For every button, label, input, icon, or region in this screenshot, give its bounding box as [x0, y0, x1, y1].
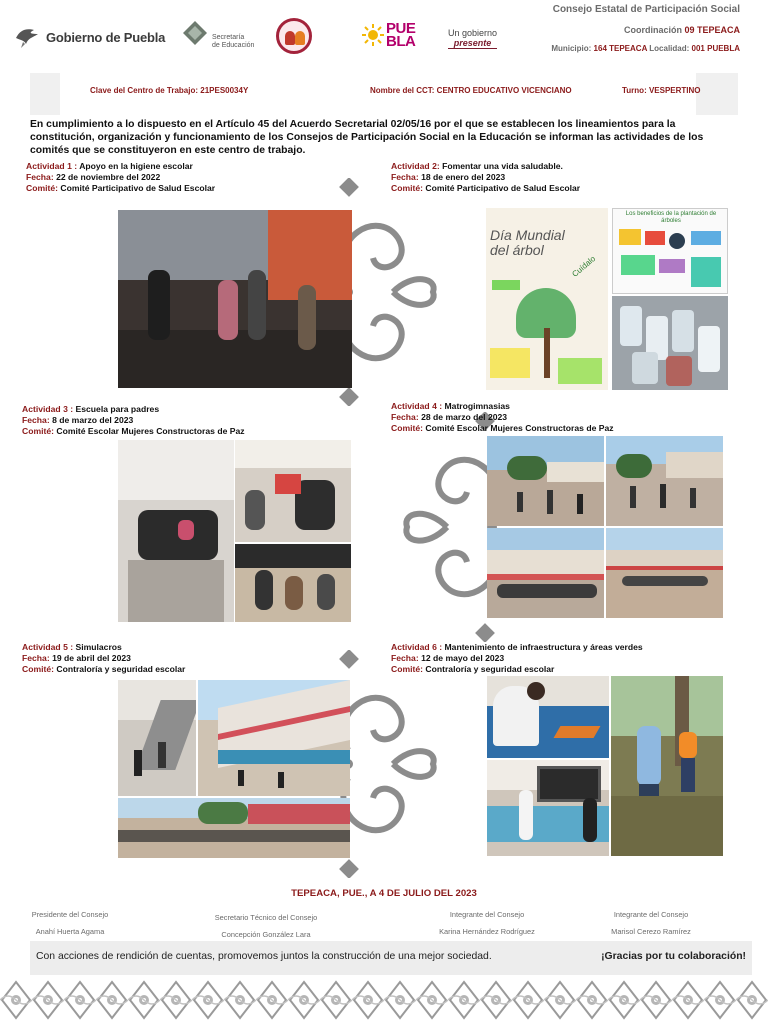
activity-1-fecha: 22 de noviembre del 2022 [56, 172, 161, 182]
activity-6-fecha-label: Fecha: [391, 653, 419, 663]
gobierno-puebla-logo [14, 24, 165, 50]
secretaria-educacion-logo [182, 20, 254, 50]
secretaria-text-line2: de Educación [212, 42, 255, 49]
coordinacion-line [500, 25, 740, 35]
consejo-title: Consejo Estatal de Participación Social [552, 4, 740, 15]
signatory-integrante-1 [422, 910, 552, 936]
signatory-name: Karina Hernández Rodríguez [439, 927, 535, 936]
signatory-integrante-2 [586, 910, 716, 936]
activity-5-photo-building [198, 680, 350, 796]
activity-1-comite-label: Comité: [26, 183, 58, 193]
poster-title: Día Mundial del árbol [490, 227, 565, 258]
activity-4-fecha-label: Fecha: [391, 412, 419, 422]
puebla-text-line2: BLA [386, 33, 416, 50]
coordinacion-value: 09 TEPEACA [684, 25, 740, 35]
child-figure-icon [285, 31, 295, 45]
activity-6-name: Mantenimiento de infraestructura y áreas verdes [444, 642, 643, 652]
activity-5-info [22, 642, 185, 675]
activity-3-fecha-label: Fecha: [22, 415, 50, 425]
activity-4-photo-3 [487, 528, 604, 618]
activity-3-info [22, 404, 245, 437]
activity-6-info [391, 642, 643, 675]
footer-message-band [30, 941, 752, 975]
activity-4-photo-4 [606, 528, 723, 618]
activity-2-bottles-photo [612, 296, 728, 390]
activity-5-photo-yard [118, 798, 350, 858]
signatory-role: Integrante del Consejo [449, 910, 525, 919]
activity-2-label: Actividad 2: [391, 161, 440, 171]
activity-1-label: Actividad 1 : [26, 161, 78, 171]
activity-5-photo-stairs [118, 680, 196, 796]
localidad-label: Localidad: [649, 44, 690, 53]
activity-1-comite: Comité Participativo de Salud Escolar [60, 183, 216, 193]
coordinacion-label: Coordinación [623, 25, 682, 35]
school-info-panel [60, 73, 701, 115]
signatory-role: Integrante del Consejo [613, 910, 689, 919]
header-council-info [500, 4, 740, 53]
activity-4-photo-1 [487, 436, 604, 526]
turno: Turno: VESPERTINO [622, 86, 701, 95]
activity-2-info [391, 161, 580, 194]
activity-3-photo-bottom-right [235, 544, 351, 622]
activity-4-photo-2 [606, 436, 723, 526]
school-info-band [30, 73, 738, 115]
ungobierno-text-line2: presente [448, 38, 497, 49]
activity-3-name: Escuela para padres [75, 404, 160, 414]
activity-4-label: Actividad 4 : [391, 401, 443, 411]
clave-cct: Clave del Centro de Trabajo: 21PES0034Y [90, 86, 249, 95]
secretaria-text-line1: Secretaría [212, 34, 245, 41]
activity-3-photo-top-right [235, 440, 351, 542]
activity-2-fecha: 18 de enero del 2023 [421, 172, 506, 182]
activity-6-comite-label: Comité: [391, 664, 423, 674]
activity-6-photo-window [487, 760, 609, 856]
header-logos [14, 18, 534, 62]
activity-4-comite-label: Comité: [391, 423, 423, 433]
municipio-label: Municipio: [551, 44, 592, 53]
sun-icon [362, 24, 384, 46]
place-and-date: TEPEACA, PUE., A 4 DE JULIO DEL 2023 [291, 888, 477, 899]
localidad-value: 001 PUEBLA [691, 44, 740, 53]
footer-message: Con acciones de rendición de cuentas, promovemos juntos la construcción de una mejor sociedad. [36, 951, 492, 962]
secretaria-mark-icon [182, 20, 208, 50]
signatory-name: Concepción González Lara [221, 930, 311, 939]
gobierno-puebla-text: Gobierno de Puebla [46, 29, 166, 45]
intro-paragraph: En cumplimiento a lo dispuesto en el Artículo 45 del Acuerdo Secretarial 02/05/16 por el que se establecen los lineamientos para la constitución, organización y funcionamiento de los Consejos de Participación Social en la Educación se informan las actividades de los comités que se constituyeron en este centro de trabajo. [30, 119, 704, 156]
activity-6-fecha: 12 de mayo del 2023 [421, 653, 505, 663]
municipio-value: 164 TEPEACA [593, 44, 648, 53]
signatory-secretario [196, 913, 336, 939]
activity-3-comite: Comité Escolar Mujeres Constructoras de Paz [56, 426, 245, 436]
activity-1-name: Apoyo en la higiene escolar [79, 161, 193, 171]
infographic-heading: Los beneficios de la plantación de árboles [625, 211, 717, 224]
signatory-role: Presidente del Consejo [31, 910, 109, 919]
activity-6-photo-garden [611, 676, 723, 856]
activity-5-fecha: 19 de abril del 2023 [52, 653, 131, 663]
puebla-brand-logo [362, 22, 415, 48]
activity-2-comite: Comité Participativo de Salud Escolar [425, 183, 581, 193]
eagle-icon [14, 24, 40, 50]
footer-thanks: ¡Gracias por tu colaboración! [601, 951, 746, 962]
activity-6-label: Actividad 6 : [391, 642, 443, 652]
activity-2-fecha-label: Fecha: [391, 172, 419, 182]
nombre-cct: Nombre del CCT: CENTRO EDUCATIVO VICENCIANO [370, 86, 572, 95]
signatory-role: Secretario Técnico del Consejo [214, 913, 318, 922]
activity-5-name: Simulacros [75, 642, 122, 652]
activity-4-name: Matrogimnasias [444, 401, 510, 411]
activity-2-name: Fomentar una vida saludable. [442, 161, 563, 171]
activity-5-comite: Contraloría y seguridad escolar [56, 664, 186, 674]
activity-2-poster-photo [486, 208, 608, 390]
activity-3-label: Actividad 3 : [22, 404, 74, 414]
signatory-name: Marisol Cerezo Ramírez [611, 927, 691, 936]
activity-1-photo [118, 210, 352, 388]
signatory-presidente [10, 910, 130, 936]
activity-2-comite-label: Comité: [391, 183, 423, 193]
activity-6-comite: Contraloría y seguridad escolar [425, 664, 555, 674]
activity-6-photo-classroom [487, 676, 609, 758]
un-gobierno-presente-logo [448, 28, 497, 49]
signatory-name: Anahí Huerta Agama [35, 927, 105, 936]
activity-4-comite: Comité Escolar Mujeres Constructoras de Paz [425, 423, 614, 433]
participacion-social-logo [276, 18, 312, 54]
child-figure-icon [295, 31, 305, 45]
ungobierno-text-line1: Un gobierno [448, 28, 498, 38]
activity-1-info [26, 161, 215, 194]
activity-5-comite-label: Comité: [22, 664, 54, 674]
activity-5-fecha-label: Fecha: [22, 653, 50, 663]
activity-4-info [391, 401, 614, 434]
puebla-text-line1: PUE [386, 20, 416, 37]
decorative-pattern-icon [0, 980, 768, 1020]
municipio-line [500, 44, 740, 53]
activity-5-label: Actividad 5 : [22, 642, 74, 652]
activity-2-infographic-photo [612, 208, 728, 294]
activity-3-comite-label: Comité: [22, 426, 54, 436]
activity-4-fecha: 28 de marzo del 2023 [421, 412, 508, 422]
poster-cuidalo: Cuídalo [570, 254, 598, 279]
activity-1-fecha-label: Fecha: [26, 172, 54, 182]
activity-3-fecha: 8 de marzo del 2023 [52, 415, 134, 425]
activity-3-photo-left [118, 440, 234, 622]
